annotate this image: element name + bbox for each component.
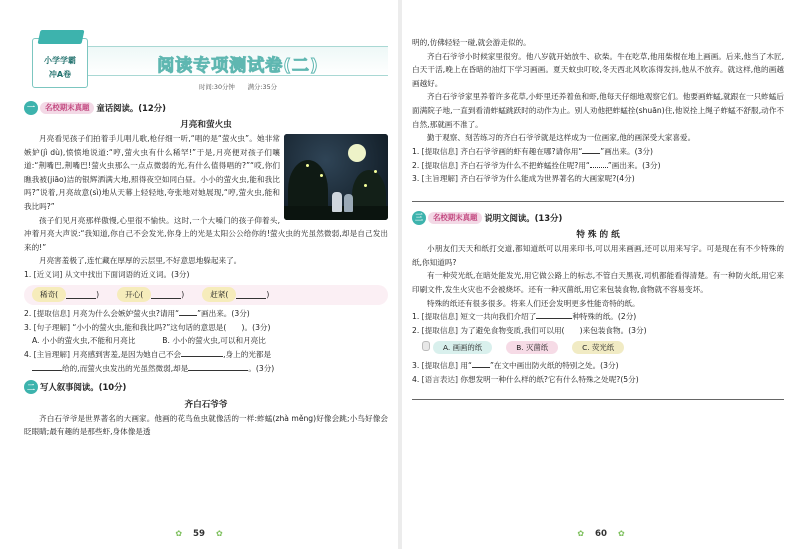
question-4-cont: 给的,而萤火虫发出的光虽然微弱,却是 。(3分)	[24, 362, 388, 376]
underline-mark	[179, 307, 197, 316]
answer-blank[interactable]	[32, 362, 62, 371]
synonym-item: 开心( )	[117, 287, 184, 302]
question-4: 4. [语言表达] 你想发明一种什么样的纸?它有什么特殊之处呢?(5分)	[412, 374, 639, 384]
article-title: 齐白石爷爷	[184, 399, 228, 410]
section-number: 三	[412, 211, 426, 225]
answer-blank[interactable]	[236, 290, 266, 299]
question-2: 2. [提取信息] 为了避免食物变质,我们可以用( )来包装食物。(3分)	[412, 325, 647, 335]
test-header	[24, 38, 388, 96]
answer-blank[interactable]	[188, 362, 248, 371]
section-heading: 写人叙事阅读。(10分)	[40, 382, 127, 393]
page-left	[0, 0, 398, 549]
badge-tab	[38, 30, 85, 44]
section-tag: 名校期末真题	[428, 212, 482, 224]
section-heading: 童话阅读。(12分)	[96, 102, 166, 113]
page-footer	[402, 529, 800, 539]
question-2: 2. [提取信息] 齐白石爷爷为什么不把蚱蜢拴住呢?用“ ”画出来。(3分)	[412, 160, 661, 170]
option-b[interactable]: B. 小小的萤火虫,可以和月亮比	[162, 336, 266, 346]
question-3-options	[24, 334, 388, 348]
option-b[interactable]: B. 灭菌纸	[506, 341, 558, 354]
option-c[interactable]: C. 荧光纸	[572, 341, 624, 354]
article-paragraph: 月亮害羞极了,连忙藏在厚厚的云层里,不好意思地躲起来了。	[39, 256, 242, 266]
question-1: 1. [提取信息] 短文一共向我们介绍了 种特殊的纸。(2分)	[412, 312, 637, 322]
page-number: 60	[595, 529, 607, 539]
sprout-icon: ✿	[617, 529, 625, 538]
sprout-icon: ✿	[577, 529, 585, 538]
test-title: 阅读专项测试卷(二)	[157, 56, 319, 76]
page-footer	[0, 529, 398, 539]
level-badge	[32, 38, 88, 88]
section-number: 二	[24, 380, 38, 394]
section-number: 一	[24, 101, 38, 115]
child-figure	[344, 194, 353, 212]
choice-options	[422, 341, 784, 355]
answer-blank[interactable]	[66, 290, 96, 299]
article-paragraph: 齐白石爷爷小时候家里很穷。他八岁就开始放牛、砍柴。牛在吃草,他用柴棍在地上画画。后来,他当了木匠,白天干活,晚上在昏暗的油灯下学习画画。夏天蚊虫叮咬,冬天西北风吹冻得发抖,他从不放弃。就这样,他的画越画越好。	[412, 51, 784, 88]
child-figure	[332, 192, 342, 212]
article-paragraph: 勤于观察、刻苦练习的齐白石爷爷就是这样成为一位画家,他的画深受大家喜爱。	[427, 133, 696, 143]
page-number: 59	[193, 529, 205, 539]
question-2: 2. [提取信息] 月亮为什么会嫉妒萤火虫?请用“ ”画出来。(3分)	[24, 308, 250, 318]
moon-icon	[348, 144, 366, 162]
article-paragraph: 明的,仿佛轻轻一碰,就会游走似的。	[412, 38, 531, 47]
sprout-icon: ✿	[175, 529, 183, 538]
answer-line[interactable]	[412, 392, 784, 400]
page-right	[402, 0, 800, 549]
article-paragraph: 月亮看见孩子们拍着手儿唱儿歌,枪仔细一听,“唱的是“萤火虫”。她非常嫉妒(jì dù),愤愤地说道:“哼,萤火虫有什么稀罕!”于是,月亮便对孩子们嚷道:“荆嘴巴,荆嘴巴!萤火虫那么一点点微弱的光,有什么值得唱的?”“哎,你们瞧我被(jiāo)洁的银辉洒满大地,照得夜空如同白昼。小小的萤火虫,能和我比吗?”说着,月亮故意(sì)地从天幕上轻轻地,夸张地对她展现,“哼,萤火虫,能和我比吗?”	[24, 134, 280, 211]
question-1: 1. [近义词] 从文中找出下面词语的近义词。(3分)	[24, 269, 190, 279]
section-2-head	[24, 380, 388, 395]
underline-mark	[472, 359, 490, 368]
question-4: 4. [主旨理解] 月亮感到害羞,是因为她自己不会 ,身上的光都是	[24, 350, 272, 360]
article-paragraph: 孩子们见月亮那样傲慢,心里很不愉快。这时,一个大嗓门的孩子仰着头,冲着月亮大声说:“我知道,你自己不会发光,你身上的光是太阳公公给你的!萤火虫的光虽然微弱,却是自己发出来的!”	[24, 215, 388, 252]
answer-blank[interactable]	[181, 348, 223, 357]
badge-line1: 小学学霸	[44, 56, 76, 65]
firefly-icon	[320, 174, 323, 177]
article-paragraph: 齐白石爷爷是世界著名的大画家。他画的花鸟鱼虫就像活的一样:蚱蜢(zhà měng)好像会跳;小鸟好像会眨眼睛;最有趣的是那些虾,身体像是透	[24, 413, 388, 437]
article-title: 月亮和萤火虫	[180, 120, 232, 130]
title-bar	[88, 46, 388, 76]
question-3: 3. [句子理解] “小小的萤火虫,能和我比吗?”这句话的意思是( )。(3分)	[24, 322, 271, 332]
answer-blank[interactable]	[536, 310, 572, 319]
firefly-icon	[364, 184, 367, 187]
badge-line2: 冲A卷	[48, 70, 72, 79]
question-3: 3. [提取信息] 用“ ”在文中画出防火纸的特别之处。(3分)	[412, 360, 619, 370]
section-heading: 说明文阅读。(13分)	[484, 212, 563, 223]
synonym-item: 稀奇( )	[32, 287, 99, 302]
test-meta: 时间:30分钟 满分:35分	[198, 83, 278, 91]
option-a[interactable]: A. 画画的纸	[433, 341, 492, 354]
underline-mark	[582, 145, 600, 154]
answer-line[interactable]	[412, 194, 784, 202]
question-1: 1. [提取信息] 齐白石爷爷画的虾有趣在哪?请你用“ ”画出来。(3分)	[412, 146, 653, 156]
bunny-icon	[422, 341, 430, 351]
wavy-underline-mark	[590, 159, 608, 168]
article-title: 特 殊 的 纸	[576, 230, 620, 241]
article-paragraph: 有一种荧光纸,在暗处能发光,用它做公路上的标志,不管白天黑夜,司机都能看得清楚。有一种防火纸,用它来印刷文件,发生火灾也不会被烧坏。还有一种灭菌纸,用它来包装食物,食物就不容易变坏。	[412, 271, 784, 294]
answer-blank[interactable]	[151, 290, 181, 299]
option-a[interactable]: A. 小小的萤火虫,不能和月亮比	[32, 336, 136, 346]
section-tag: 名校期末真题	[40, 102, 94, 114]
article-paragraph: 特殊的纸还有很多很多。将来人们还会发明更多性能奇特的纸。	[427, 298, 640, 308]
question-3: 3. [主旨理解] 齐白石爷爷为什么能成为世界著名的大画家呢?(4分)	[412, 174, 635, 184]
article-paragraph: 齐白石爷爷家里养着许多花草,小虾里还养着鱼和虾,他每天仔细地观察它们。他要画蚱蜢,就跟在一只蚱蜢后面满院子地,一直到看清蚱蜢跳跃时的动作为止。别人劝他把蚱蜢拴(shuān)住,他说拴上绳子蚱蜢不舒服,动作不自然,那就画不准了。	[412, 92, 784, 129]
synonym-item: 赶紧( )	[202, 287, 269, 302]
article-paragraph: 小朋友们天天和纸打交道,都知道纸可以用来印书,可以用来画画,还可以用来写字。可是现在有不少特殊的纸,你知道吗?	[412, 244, 784, 267]
moon-illustration	[284, 134, 388, 220]
sprout-icon: ✿	[215, 529, 223, 538]
firefly-icon	[306, 164, 309, 167]
section-3-head	[412, 210, 784, 225]
firefly-icon	[374, 170, 377, 173]
synonym-row	[24, 285, 388, 305]
section-1-head	[24, 100, 388, 115]
